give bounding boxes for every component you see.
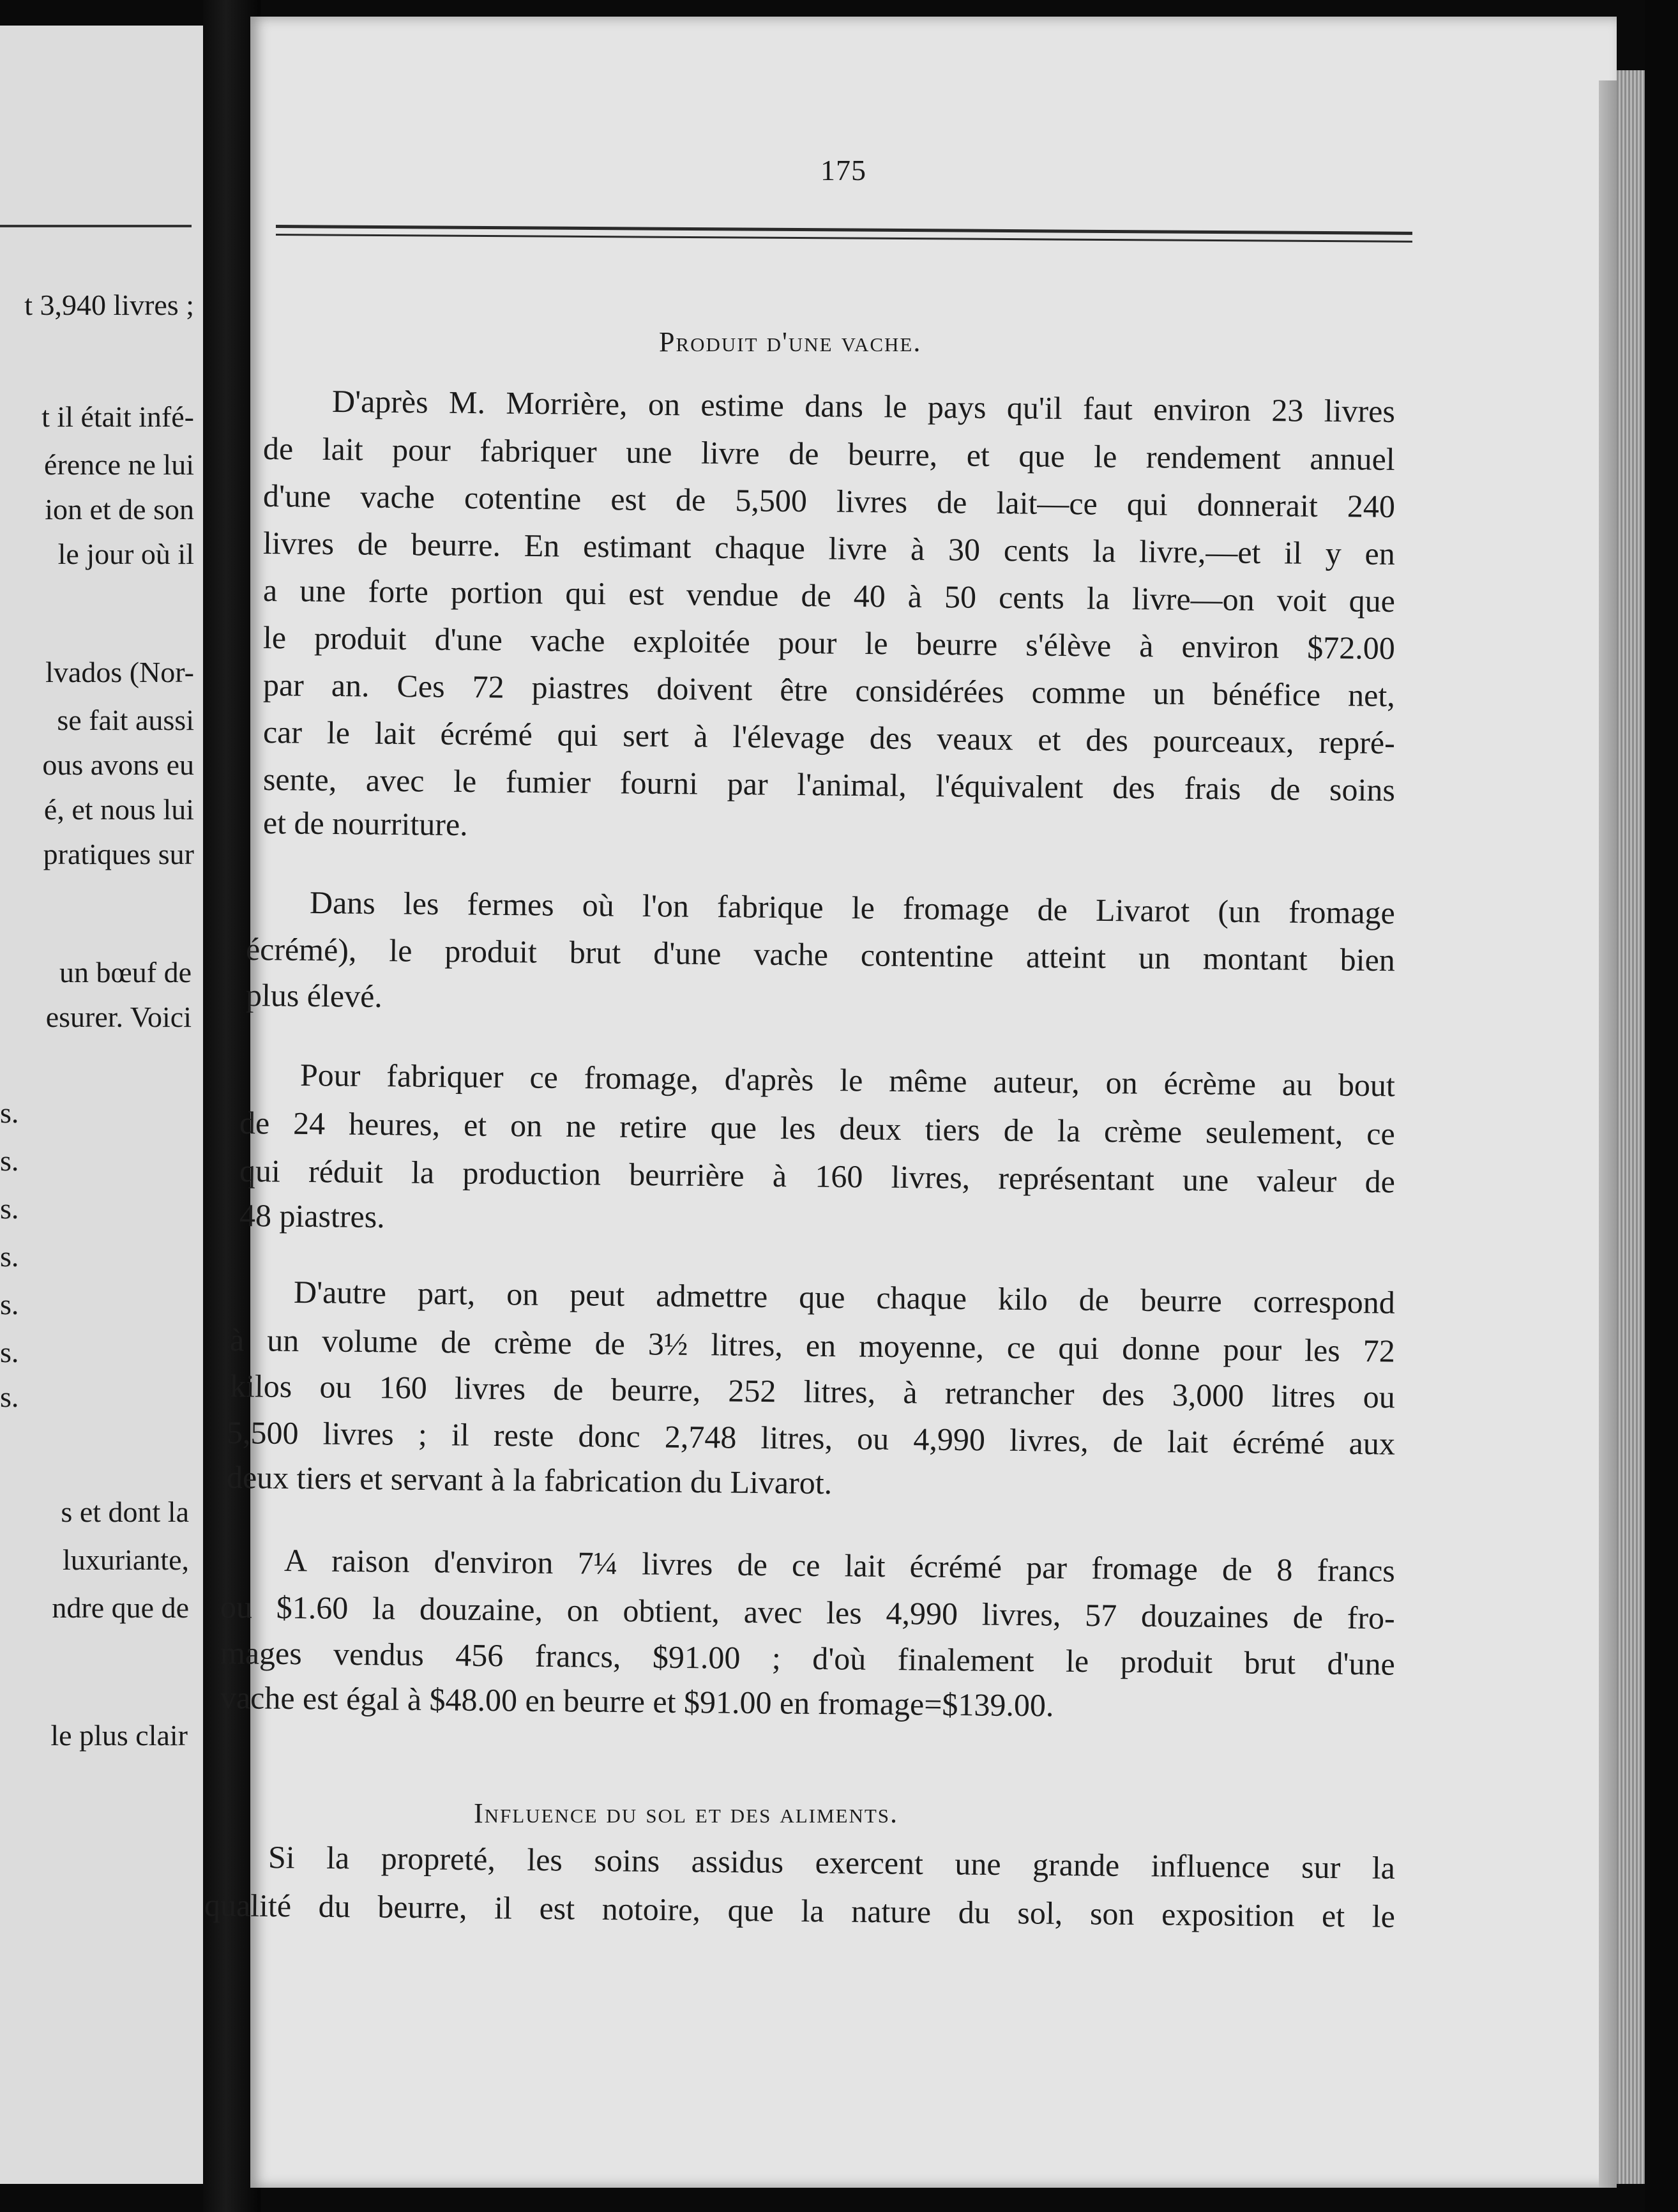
body-text-line: deux tiers et servant à la fabrication du Livarot.: [226, 1459, 833, 1501]
body-text-line: D'après M. Morrière, on estime dans le pays qu'il faut environ 23 livres: [331, 383, 1396, 429]
previous-page-text-line: ndre que de: [52, 1591, 189, 1624]
section-heading-produit: Produit d'une vache.: [659, 326, 922, 358]
body-text-line: écrémé), le produit brut d'une vache contentine atteint un montant bien: [245, 931, 1396, 978]
previous-page-text-line: ous avons eu: [42, 748, 194, 781]
page-edge: [1599, 80, 1617, 2188]
previous-page-text-line: s.: [0, 1381, 19, 1413]
header-rule-thick: [276, 225, 1412, 235]
previous-page-text-line: luxuriante,: [63, 1543, 189, 1576]
previous-page-text-line: un bœuf de: [59, 956, 192, 989]
page-175: [204, 17, 1617, 2188]
body-text-line: et de nourriture.: [262, 805, 468, 843]
body-text-line: d'une vache cotentine est de 5,500 livres de lait—ce qui donnerait 240: [262, 478, 1396, 525]
previous-page-text-line: s.: [0, 1288, 19, 1321]
previous-page-text-line: é, et nous lui: [43, 793, 194, 826]
previous-page-text-line: esurer. Voici: [45, 1001, 192, 1033]
previous-page-text-line: le jour où il: [57, 538, 194, 570]
body-text-line: de 24 heures, et on ne retire que les deux tiers de la crème seulement, ce: [239, 1105, 1395, 1152]
previous-page-text-line: le plus clair: [50, 1719, 188, 1752]
previous-page-rule: [0, 225, 192, 227]
previous-page-text-line: lvados (Nor-: [45, 656, 194, 688]
body-text-line: qui réduit la production beurrière à 160 livres, représentant une valeur de: [239, 1153, 1396, 1200]
body-text-line: Dans les fermes où l'on fabrique le fromage de Livarot (un fromage: [309, 884, 1396, 931]
body-text-line: 5,500 livres ; il reste donc 2,748 litres, ou 4,990 livres, de lait écrémé aux: [226, 1414, 1396, 1462]
body-text-line: le produit d'une vache exploitée pour le beurre s'élève à environ $72.00: [262, 619, 1396, 667]
previous-page-text-line: s et dont la: [61, 1496, 189, 1528]
body-text-line: 48 piastres.: [239, 1197, 385, 1235]
previous-page: [0, 26, 203, 2184]
body-text-line: par an. Ces 72 piastres doivent être considérées comme un bénéfice net,: [262, 667, 1396, 714]
body-text-line: à un volume de crème de 3½ litres, en moyenne, ce qui donne pour les 72: [229, 1322, 1396, 1369]
body-text-line: ou $1.60 la douzaine, on obtient, avec les 4,990 livres, 57 douzaines de fro-: [220, 1589, 1395, 1636]
previous-page-text-line: ion et de son: [45, 493, 194, 526]
body-text-line: D'autre part, on peut admettre que chaque kilo de beurre correspond: [293, 1274, 1396, 1321]
body-text-line: de lait pour fabriquer une livre de beurre, et que le rendement annuel: [262, 430, 1396, 478]
body-text-line: vache est égal à $48.00 en beurre et $91.00 en fromage=$139.00.: [220, 1679, 1054, 1723]
previous-page-text-line: se fait aussi: [57, 704, 194, 736]
body-text-line: car le lait écrémé qui sert à l'élevage des veaux et des pourceaux, repré-: [262, 714, 1396, 761]
previous-page-text-line: s.: [0, 1240, 19, 1273]
previous-page-text-line: s.: [0, 1144, 19, 1177]
previous-page-text-line: s.: [0, 1336, 19, 1368]
body-text-line: qualité du beurre, il est notoire, que la nature du sol, son exposition et le: [204, 1887, 1396, 1934]
previous-page-text-line: s.: [0, 1192, 19, 1225]
body-text-line: kilos ou 160 livres de beurre, 252 litres, à retrancher des 3,000 litres ou: [229, 1368, 1396, 1415]
body-text-line: plus élevé.: [245, 977, 383, 1015]
body-text-line: Pour fabriquer ce fromage, d'après le même auteur, on écrème au bout: [299, 1057, 1396, 1103]
body-text-line: a une forte portion qui est vendue de 40 à 50 cents la livre—on voit que: [262, 572, 1396, 619]
body-text-line: livres de beurre. En estimant chaque livre à 30 cents la livre,—et il y en: [262, 525, 1396, 572]
previous-page-text-line: pratiques sur: [43, 838, 194, 870]
body-text-line: A raison d'environ 7¼ livres de ce lait écrémé par fromage de 8 francs: [283, 1542, 1396, 1589]
scanner-background: [1645, 0, 1678, 2212]
header-rule-thin: [276, 234, 1412, 243]
body-text-line: mages vendus 456 francs, $91.00 ; d'où finalement le produit brut d'une: [220, 1635, 1396, 1682]
page-number: 175: [820, 154, 866, 186]
previous-page-text-line: érence ne lui: [44, 448, 194, 481]
previous-page-text-line: t 3,940 livres ;: [24, 289, 194, 321]
body-text-line: Si la propreté, les soins assidus exercent une grande influence sur la: [268, 1839, 1396, 1886]
section-heading-influence: Influence du sol et des aliments.: [474, 1798, 899, 1829]
page-stack-edges: [1617, 70, 1645, 2184]
previous-page-text-line: t il était infé-: [42, 400, 194, 433]
body-text-line: sente, avec le fumier fourni par l'animal, l'équivalent des frais de soins: [262, 761, 1396, 808]
previous-page-text-line: s.: [0, 1096, 19, 1129]
